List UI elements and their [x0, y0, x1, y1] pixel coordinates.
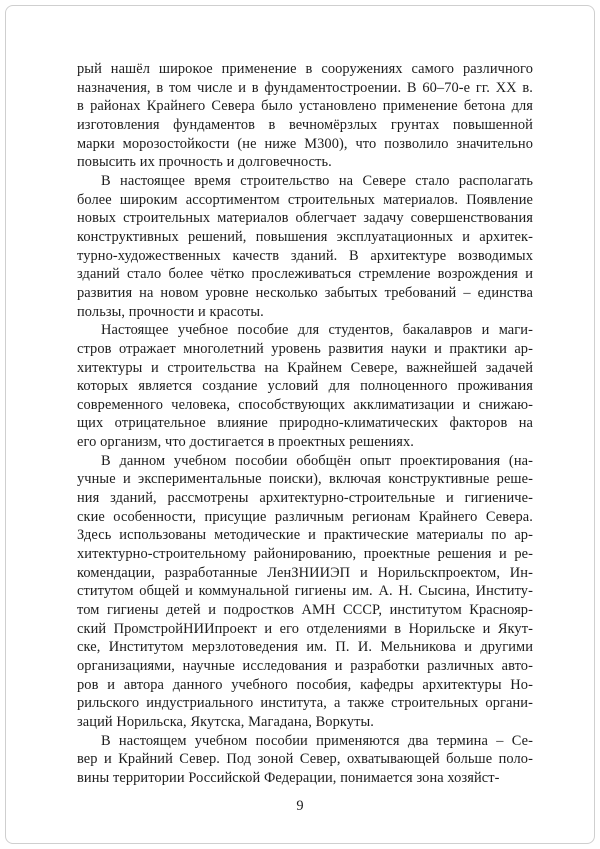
text-line: Настоящее учебное пособие для студентов, бакалавров и маги- — [101, 322, 533, 339]
text-line: конструктивных решений, повышения эксплуатационных и архитек- — [77, 228, 533, 245]
paragraph — [77, 732, 533, 788]
text-line: пользы, прочности и красоты. — [77, 303, 264, 320]
paragraph — [77, 452, 533, 732]
paragraph — [77, 321, 533, 452]
text-line: ния зданий, рассмотрены архитектурно-строительные и гигиениче- — [77, 490, 533, 507]
text-line: турно-художественных качеств зданий. В архитектуре возводимых — [77, 247, 533, 264]
text-line: современного человека, способствующих акклиматизации и снижаю- — [77, 396, 533, 413]
text-line: его организм, что достигается в проектных решениях. — [77, 434, 414, 451]
text-line: щих отрицательное влияние природно-климатических факторов на — [77, 415, 533, 432]
text-line: в районах Крайнего Севера было установлено применение бетона для — [77, 98, 533, 115]
text-line: комендации, разработанные ЛенЗНИИЭП и Норильскпроектом, Ин- — [77, 564, 533, 581]
text-line: зданий стало более чётко прослеживаться стремление возрождения и — [77, 266, 533, 283]
text-line: хитектуры и строительства на Крайнем Севере, важнейшей задачей — [77, 359, 533, 376]
text-line: ский ПромстройНИИпроект и его отделениями в Норильске и Якут- — [77, 620, 533, 637]
text-line: учные и экспериментальные поиски), включая конструктивные реше- — [77, 471, 533, 488]
text-line: хитектурно-строительному районированию, проектные решения и ре- — [77, 546, 533, 563]
text-line: заций Норильска, Якутска, Магадана, Воркуты. — [77, 713, 374, 730]
paragraph — [77, 60, 533, 172]
paragraph — [77, 172, 533, 321]
text-line: марки морозостойкости (не ниже М300), что позволило значительно — [77, 135, 533, 152]
text-line: ске, Институтом мерзлотоведения им. П. И. Мельникова и другими — [77, 639, 533, 656]
text-line: назначения, в том числе и в фундаментостроении. В 60–70-е гг. XX в. — [77, 79, 533, 96]
text-line: развития на новом уровне несколько забытых требований – единства — [77, 284, 533, 301]
text-line: рильского индустриального института, а также строительных органи- — [77, 695, 533, 712]
text-line: повысить их прочность и долговечность. — [77, 154, 332, 171]
text-line: вер и Крайний Север. Под зоной Север, охватывающей больше поло- — [77, 751, 533, 768]
text-line: более широким ассортиментом строительных материалов. Появление — [77, 191, 533, 208]
text-line: В настоящем учебном пособии применяются два термина – Се- — [101, 732, 533, 749]
text-line: изготовления фундаментов в вечномёрзлых грунтах повышенной — [77, 116, 533, 133]
text-line: Здесь использованы методические и практические материалы по ар- — [77, 527, 533, 544]
text-line: ститутом общей и коммунальной гигиены им. А. Н. Сысина, Институ- — [77, 583, 533, 600]
text-line: вины территории Российской Федерации, понимается зона хозяйст- — [77, 769, 500, 786]
text-line: В настоящее время строительство на Севере стало располагать — [101, 172, 533, 189]
text-line: рый нашёл широкое применение в сооружениях самого различного — [77, 61, 533, 77]
text-line: ров и автора данного учебного пособия, кафедры архитектуры Но- — [77, 676, 533, 693]
text-line: новых строительных материалов облегчает задачу совершенствования — [77, 210, 533, 227]
text-line: том гигиены детей и подростков АМН СССР, институтом Краснояр- — [77, 602, 533, 619]
text-line: стров отражает многолетний уровень развития науки и практики ар- — [77, 340, 533, 357]
text-line: В данном учебном пособии обобщён опыт проектирования (на- — [101, 452, 533, 469]
text-block — [77, 60, 533, 788]
page-number: 9 — [296, 798, 304, 814]
text-line: которых является создание условий для полноценного проживания — [77, 378, 533, 395]
text-line: организациями, научные исследования и разработки различных авто- — [77, 658, 533, 674]
text-line: ские особенности, присущие различным регионам Крайнего Севера. — [77, 508, 533, 525]
